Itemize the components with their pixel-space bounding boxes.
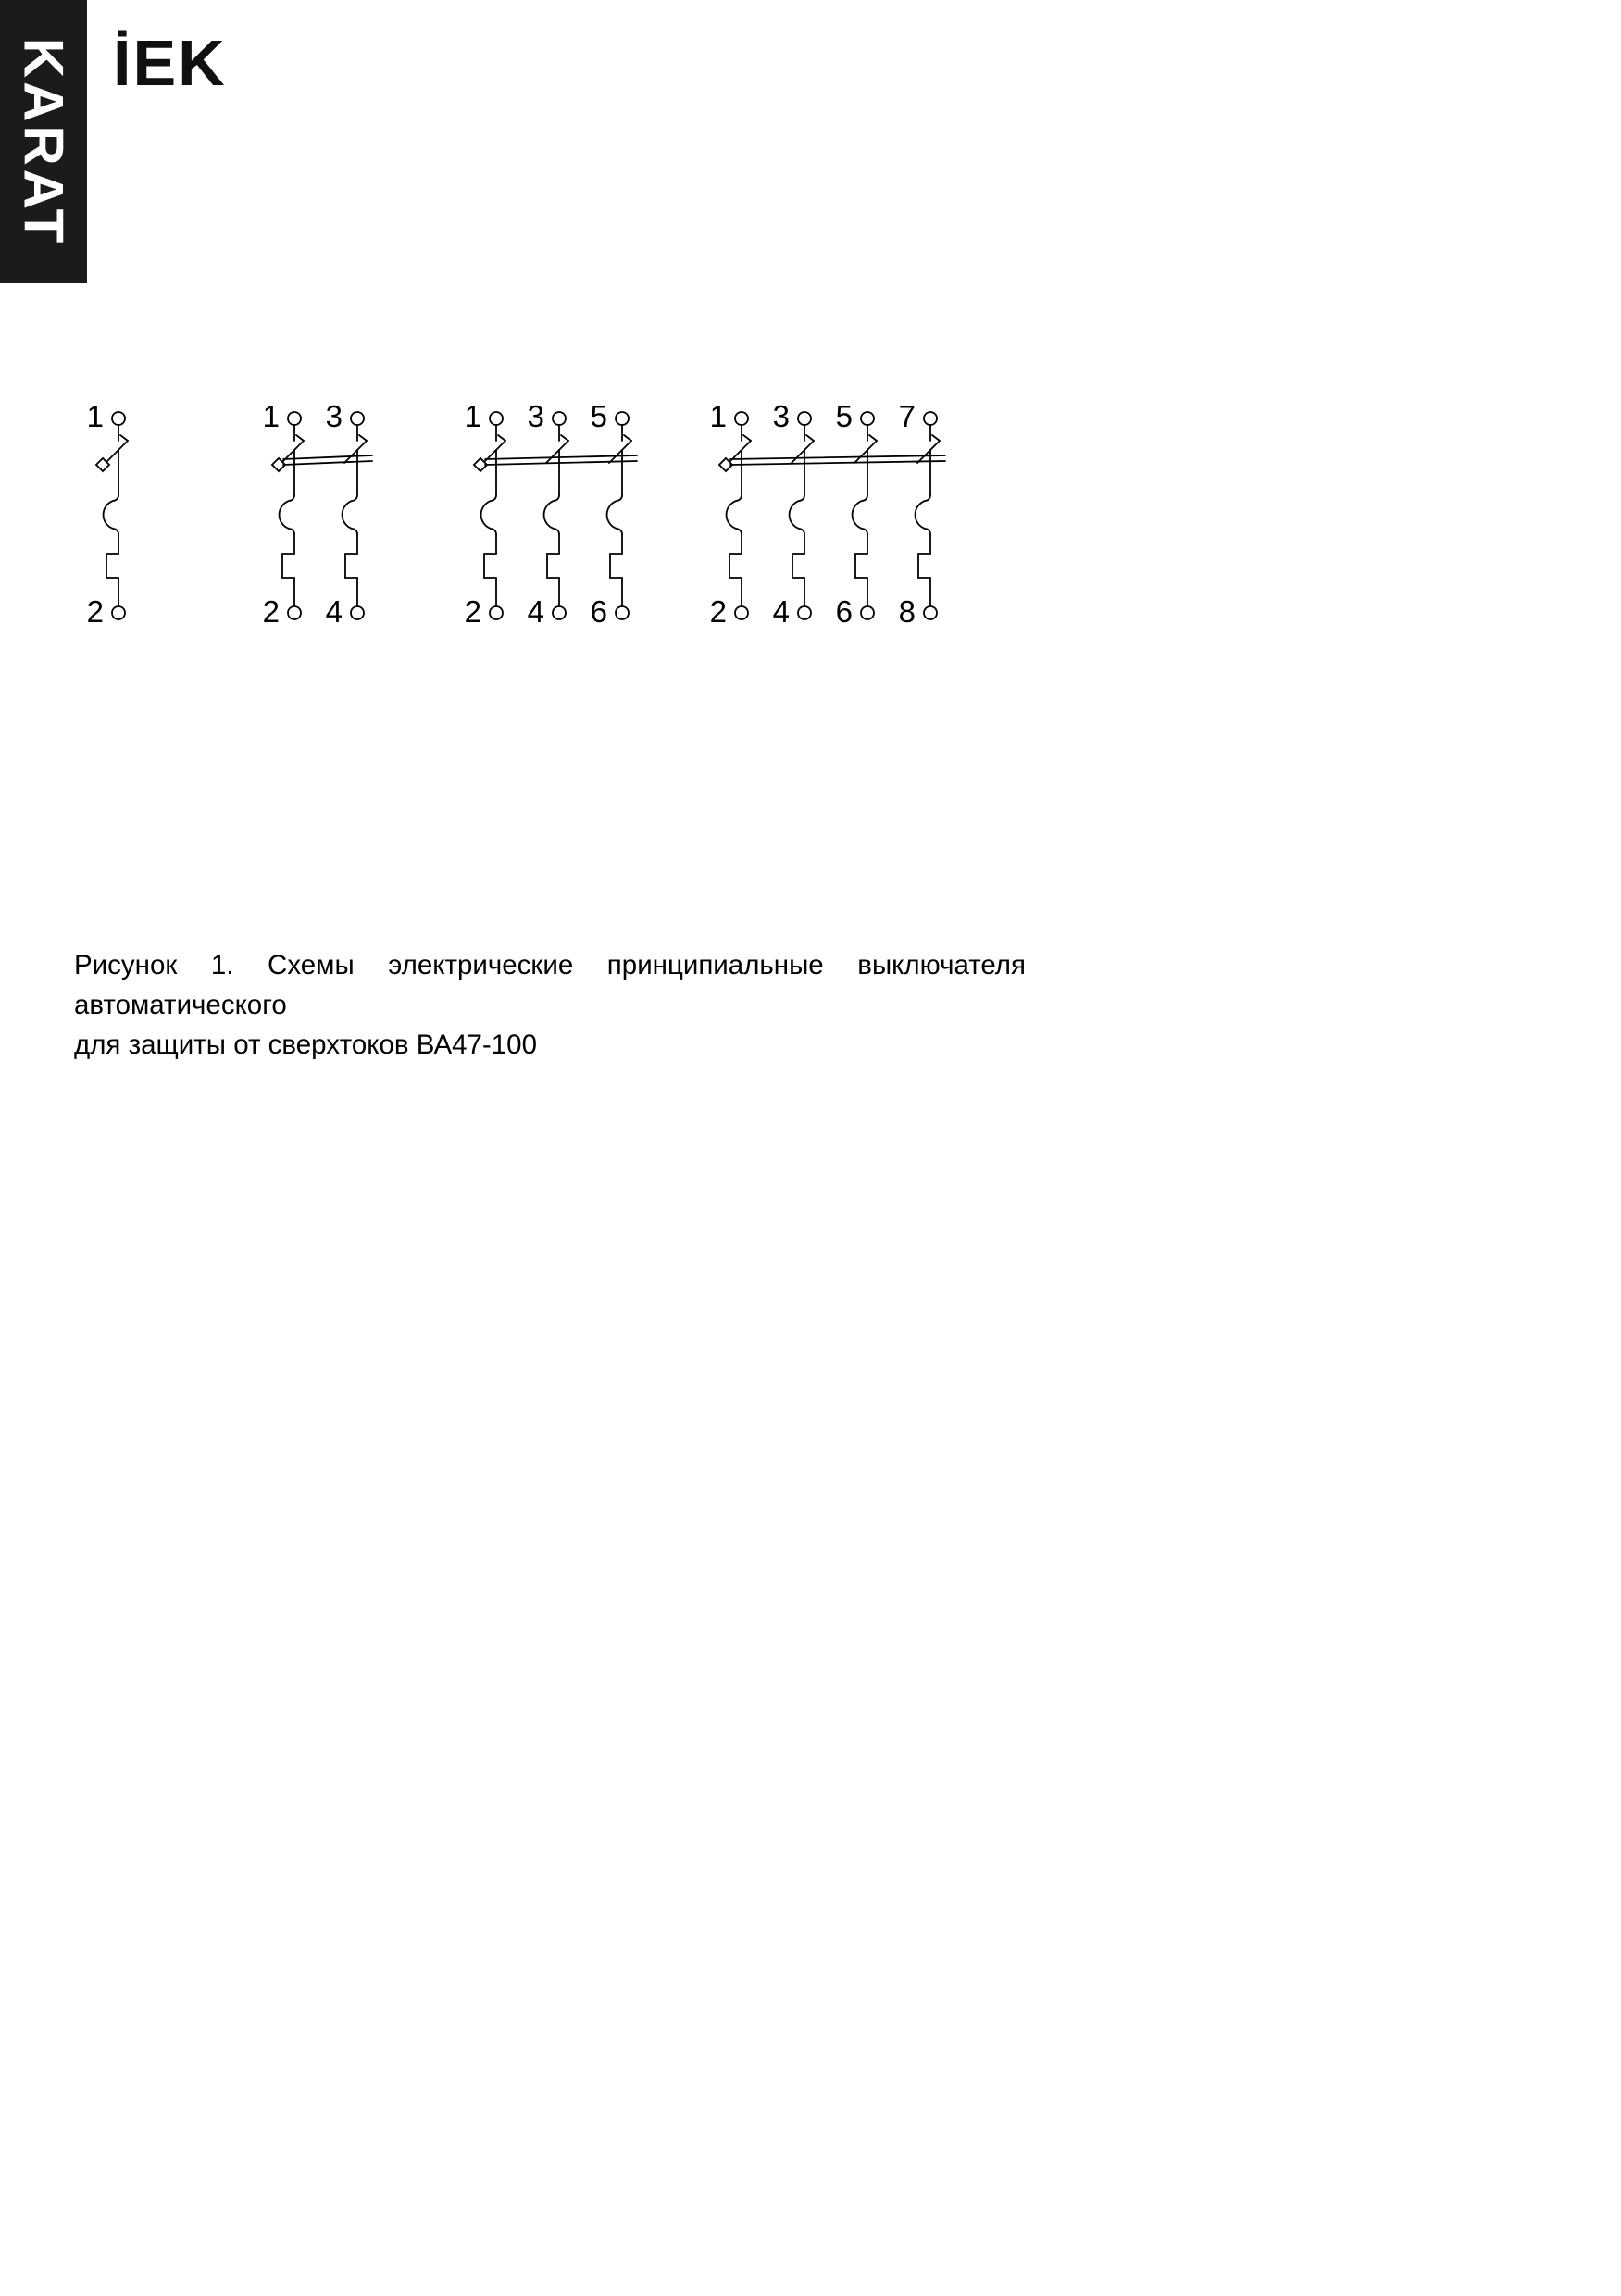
- terminal-label-bottom: 2: [262, 594, 280, 629]
- contact-blade: [106, 441, 128, 463]
- terminal-top: [616, 412, 629, 425]
- linkage-line: [283, 455, 372, 459]
- terminal-bottom: [616, 606, 629, 619]
- contact-barb: [624, 435, 631, 441]
- linkage-line: [730, 455, 945, 459]
- terminal-label-bottom: 6: [590, 594, 607, 629]
- terminal-bottom: [861, 606, 874, 619]
- breaker-schematic-4pole: [697, 398, 984, 630]
- contact-blade: [344, 441, 367, 463]
- contact-barb: [498, 435, 505, 441]
- pole: [326, 399, 367, 629]
- terminal-label-top: 3: [527, 399, 544, 433]
- terminal-bottom: [288, 606, 301, 619]
- terminal-label-top: 3: [325, 399, 343, 433]
- pole: [836, 399, 877, 629]
- terminal-bottom: [112, 606, 125, 619]
- magnetic-release: [916, 495, 930, 534]
- terminal-top: [490, 412, 503, 425]
- linkage-line: [730, 461, 945, 465]
- magnetic-release: [790, 495, 804, 534]
- magnetic-release: [280, 495, 294, 534]
- terminal-top: [351, 412, 364, 425]
- contact-blade: [917, 441, 940, 463]
- thermal-release: [484, 554, 496, 578]
- terminal-label-top: 3: [772, 399, 790, 433]
- terminal-label-top: 5: [835, 399, 853, 433]
- thermal-release: [282, 554, 294, 578]
- magnetic-release: [544, 495, 559, 534]
- pole: [773, 399, 814, 629]
- terminal-label-bottom: 8: [898, 594, 916, 629]
- terminal-top: [288, 412, 301, 425]
- magnetic-release: [727, 495, 742, 534]
- terminal-bottom: [798, 606, 811, 619]
- terminal-label-top: 1: [262, 399, 280, 433]
- terminal-top: [924, 412, 937, 425]
- terminal-label-bottom: 4: [772, 594, 790, 629]
- caption-line-2: для защиты от сверхтоков ВА47-100: [74, 1029, 537, 1060]
- pole: [87, 399, 128, 629]
- karat-side-banner: [0, 0, 87, 283]
- terminal-label-bottom: 2: [709, 594, 727, 629]
- terminal-bottom: [553, 606, 566, 619]
- contact-barb: [932, 435, 940, 441]
- magnetic-release: [607, 495, 622, 534]
- karat-brand-text: KARAT: [12, 37, 75, 246]
- thermal-release: [729, 554, 742, 578]
- contact-blade: [609, 441, 631, 463]
- pole: [465, 399, 505, 629]
- magnetic-release: [104, 495, 118, 534]
- magnetic-release: [343, 495, 357, 534]
- terminal-label-bottom: 4: [325, 594, 343, 629]
- terminal-label-bottom: 2: [464, 594, 481, 629]
- contact-barb: [806, 435, 814, 441]
- breaker-schematic-2pole: [250, 398, 417, 630]
- contact-barb: [743, 435, 751, 441]
- terminal-bottom: [351, 606, 364, 619]
- thermal-release: [345, 554, 357, 578]
- terminal-label-top: 1: [709, 399, 727, 433]
- magnetic-release: [853, 495, 867, 534]
- terminal-label-top: 1: [464, 399, 481, 433]
- terminal-label-bottom: 4: [527, 594, 544, 629]
- terminal-label-top: 7: [898, 399, 916, 433]
- terminal-top: [735, 412, 748, 425]
- contact-blade: [546, 441, 568, 463]
- thermal-release: [547, 554, 559, 578]
- linkage-line: [485, 461, 637, 465]
- terminal-top: [553, 412, 566, 425]
- terminal-label-top: 5: [590, 399, 607, 433]
- breaker-schematic-1pole: [74, 398, 176, 630]
- contact-barb: [120, 435, 128, 441]
- terminal-top: [112, 412, 125, 425]
- contact-blade: [792, 441, 814, 463]
- thermal-release: [855, 554, 867, 578]
- breaker-schematic-3pole: [452, 398, 683, 630]
- contact-blade: [854, 441, 877, 463]
- caption-line-1: Рисунок 1. Схемы электрические принципиальные выключателя автоматического: [74, 950, 1026, 1020]
- thermal-release: [610, 554, 622, 578]
- terminal-label-bottom: 2: [86, 594, 104, 629]
- pole: [899, 399, 940, 629]
- terminal-bottom: [490, 606, 503, 619]
- figure-caption: [74, 946, 1026, 1065]
- contact-barb: [296, 435, 304, 441]
- magnetic-release: [481, 495, 496, 534]
- pole: [263, 399, 304, 629]
- terminal-label-bottom: 6: [835, 594, 853, 629]
- thermal-release: [792, 554, 804, 578]
- iek-logo: İEK: [113, 27, 227, 99]
- terminal-top: [798, 412, 811, 425]
- schematic-diagrams: [0, 398, 1621, 648]
- thermal-release: [918, 554, 930, 578]
- contact-barb: [561, 435, 568, 441]
- terminal-bottom: [924, 606, 937, 619]
- pole: [528, 399, 568, 629]
- linkage-line: [283, 461, 372, 465]
- thermal-release: [106, 554, 118, 578]
- terminal-top: [861, 412, 874, 425]
- pole: [591, 399, 631, 629]
- terminal-bottom: [735, 606, 748, 619]
- pole: [710, 399, 751, 629]
- contact-barb: [359, 435, 367, 441]
- terminal-label-top: 1: [86, 399, 104, 433]
- contact-barb: [869, 435, 877, 441]
